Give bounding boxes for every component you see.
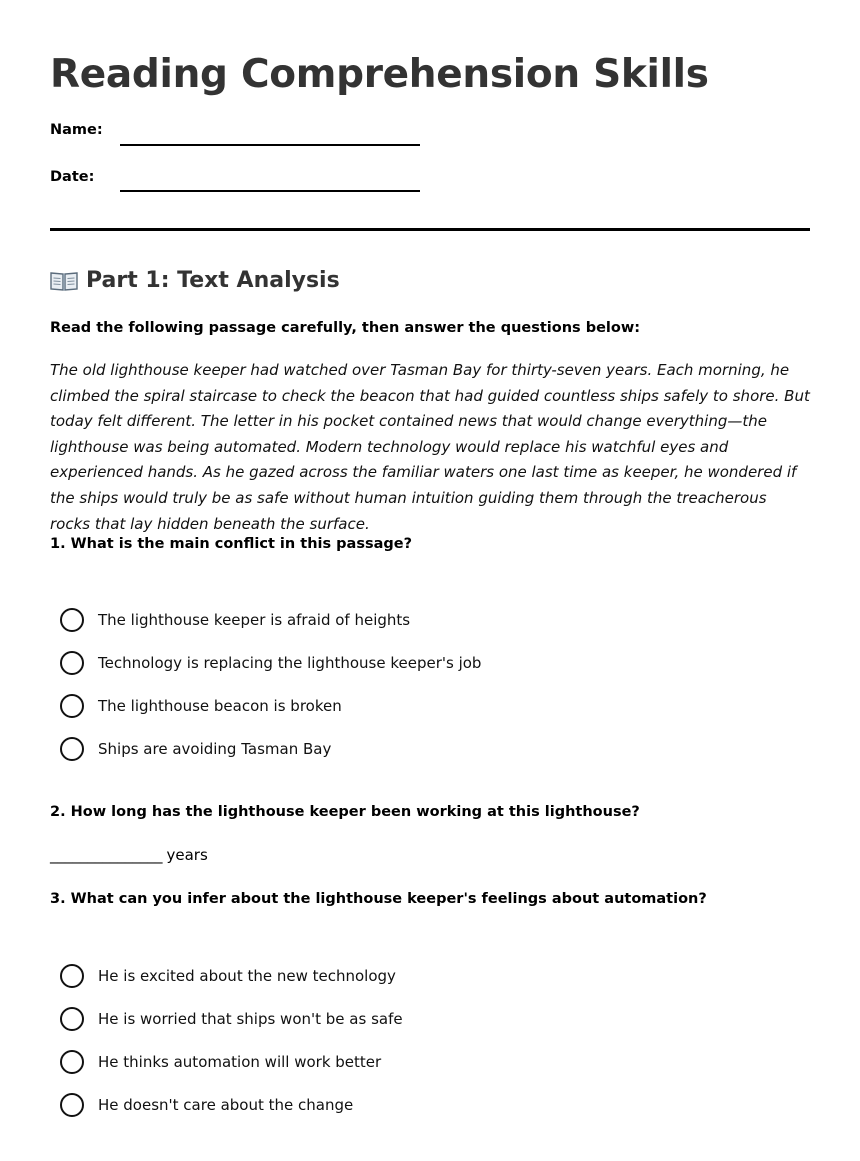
question-3: 3. What can you infer about the lighthouse keeper's feelings about automation? xyxy=(50,891,707,907)
radio-button[interactable] xyxy=(60,737,84,761)
option-item[interactable] xyxy=(60,997,760,1040)
option-label: He is worried that ships won't be as safe xyxy=(98,1009,403,1028)
radio-button[interactable] xyxy=(60,694,84,718)
option-item[interactable] xyxy=(60,727,760,770)
option-label: He is excited about the new technology xyxy=(98,966,396,985)
header-divider xyxy=(50,228,810,231)
date-label: Date: xyxy=(50,169,95,185)
answer-unit: years xyxy=(166,846,208,864)
option-item[interactable] xyxy=(60,954,760,997)
option-label: He doesn't care about the change xyxy=(98,1095,354,1114)
option-item[interactable] xyxy=(60,598,760,641)
page-title: Reading Comprehension Skills xyxy=(50,52,709,97)
question-3-options xyxy=(60,954,760,1126)
option-item[interactable] xyxy=(60,1040,760,1083)
date-input-line[interactable] xyxy=(120,190,420,192)
date-field-row xyxy=(50,169,420,199)
answer-blank[interactable]: _______________ xyxy=(50,846,163,864)
reading-passage: The old lighthouse keeper had watched over Tasman Bay for thirty-seven years. Each morning, he climbed the spiral staircase to check the beacon that had guided countless ships safely to shore. But today felt different. The letter in his pocket contained news that would change everything—the lighthouse was being automated. Modern technology would replace his watchful eyes and experienced hands. As he gazed across the familiar waters one last time as keeper, he wondered if the ships would truly be as safe without human intuition guiding them through the treacherous rocks that lay hidden beneath the surface. xyxy=(50,361,810,533)
option-item[interactable] xyxy=(60,641,760,684)
radio-button[interactable] xyxy=(60,651,84,675)
option-label: The lighthouse beacon is broken xyxy=(98,696,342,715)
section-title-text: Part 1: Text Analysis xyxy=(86,268,340,293)
option-label: Ships are avoiding Tasman Bay xyxy=(98,739,332,758)
radio-button[interactable] xyxy=(60,1093,84,1117)
name-input-line[interactable] xyxy=(120,144,420,146)
radio-button[interactable] xyxy=(60,1050,84,1074)
question-2-answer xyxy=(50,846,208,864)
name-label: Name: xyxy=(50,122,103,138)
radio-button[interactable] xyxy=(60,964,84,988)
option-label: The lighthouse keeper is afraid of heights xyxy=(98,610,411,629)
open-book-icon xyxy=(50,270,78,292)
question-1: 1. What is the main conflict in this passage? xyxy=(50,536,412,552)
question-1-options xyxy=(60,598,760,770)
option-item[interactable] xyxy=(60,1083,760,1126)
question-2: 2. How long has the lighthouse keeper been working at this lighthouse? xyxy=(50,804,640,820)
option-label: Technology is replacing the lighthouse keeper's job xyxy=(98,653,482,672)
section-title-part1 xyxy=(50,268,340,293)
option-label: He thinks automation will work better xyxy=(98,1052,382,1071)
radio-button[interactable] xyxy=(60,608,84,632)
instructions-text: Read the following passage carefully, then answer the questions below: xyxy=(50,320,641,336)
radio-button[interactable] xyxy=(60,1007,84,1031)
option-item[interactable] xyxy=(60,684,760,727)
name-field-row xyxy=(50,122,420,152)
